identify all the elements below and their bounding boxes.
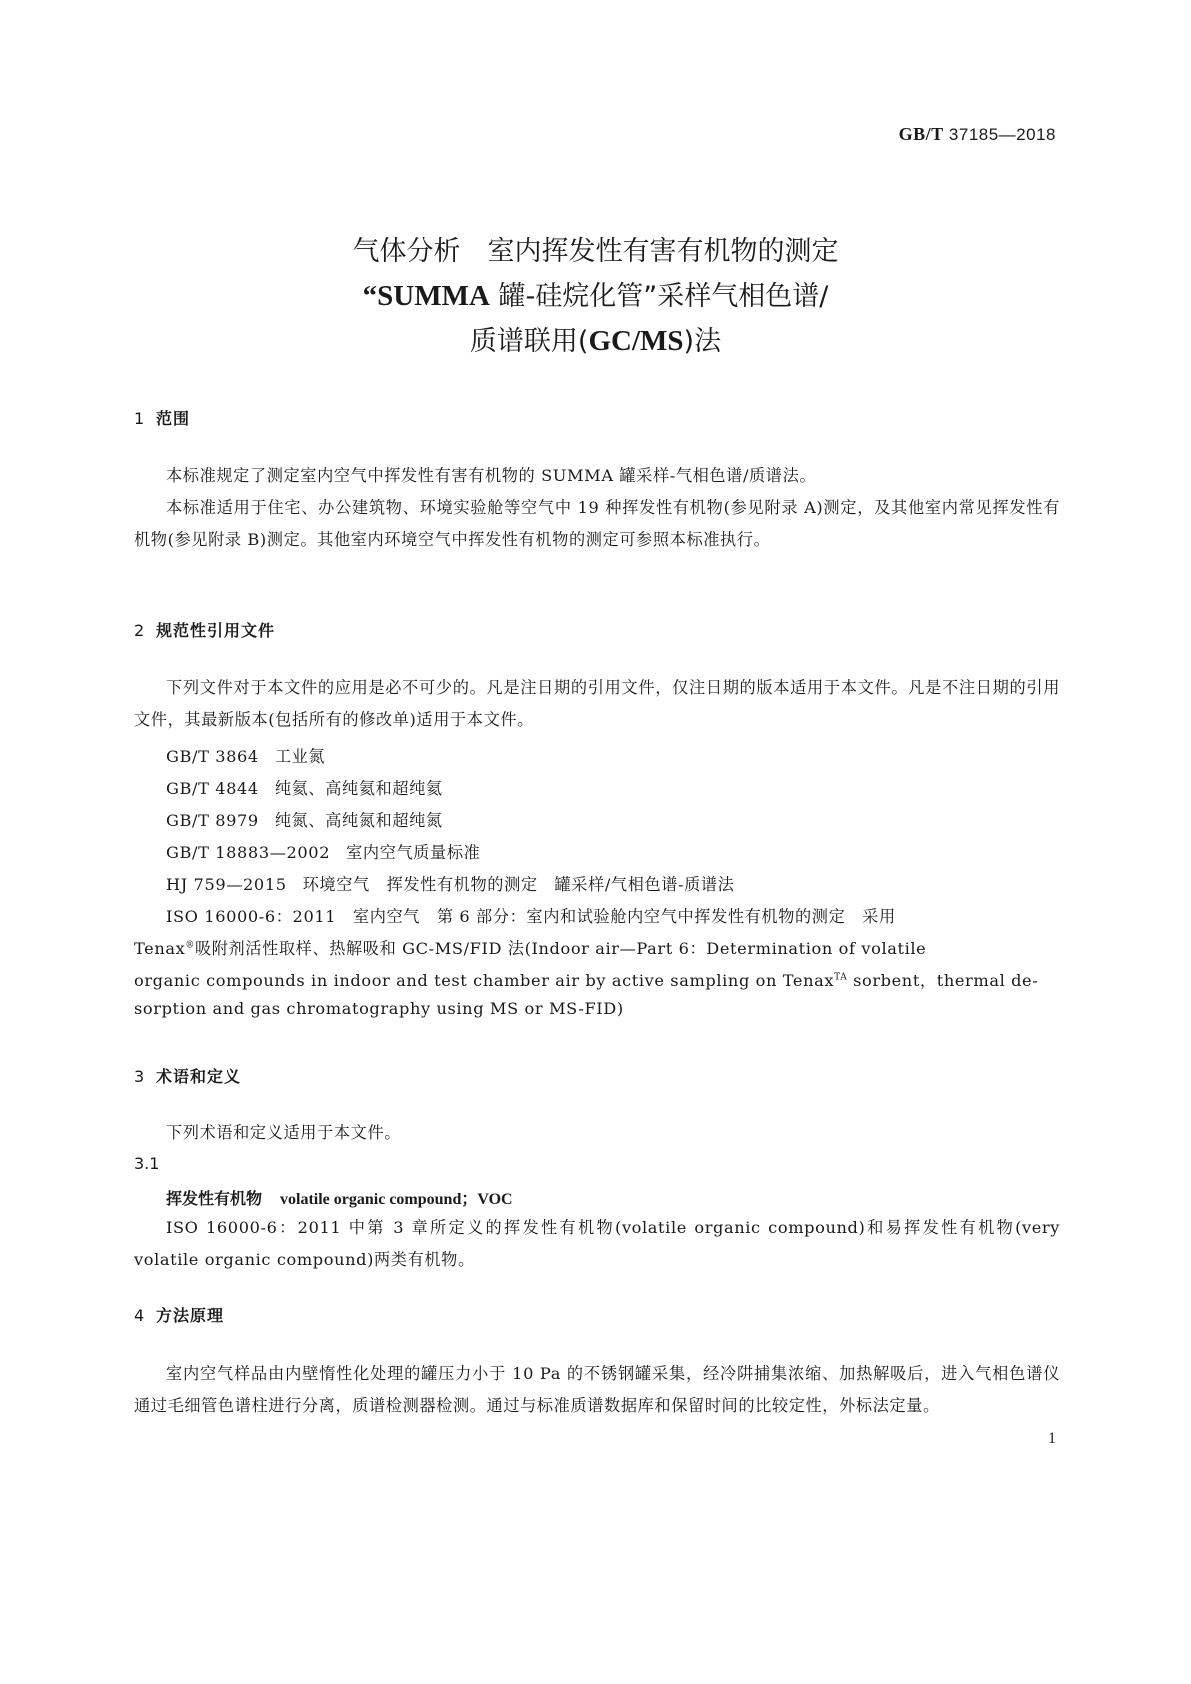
document-title bbox=[0, 230, 1191, 364]
title-line-1: 气体分析 室内挥发性有害有机物的测定 bbox=[352, 236, 839, 267]
iso-reference-line-1: ISO 16000-6：2011 室内空气 第 6 部分：室内和试验舱内空气中挥发性有机物的测定 采用 bbox=[166, 907, 896, 926]
section-2-heading: 2 规范性引用文件 bbox=[134, 621, 276, 640]
section-1-paragraph-2: 本标准适用于住宅、办公建筑物、环境实验舱等空气中 19 种挥发性有机物(参见附录 A)测定，及其他室内常见挥发性有机物(参见附录 B)测定。其他室内环境空气中挥发性有机物的测定可参照本标准执行。 bbox=[134, 498, 1060, 549]
standard-prefix: GB/T bbox=[898, 124, 944, 144]
reference-item: GB/T 8979 纯氮、高纯氮和超纯氮 bbox=[166, 811, 443, 830]
iso-reference-line-3: organic compounds in indoor and test chamber air by active sampling on Tenax$^{TA}$ sorbent，thermal de- bbox=[134, 971, 1039, 990]
iso-reference-line-4: sorption and gas chromatography using MS or MS-FID) bbox=[134, 999, 624, 1018]
reference-item: GB/T 4844 纯氦、高纯氦和超纯氦 bbox=[166, 779, 443, 798]
section-1-paragraph-1: 本标准规定了测定室内空气中挥发性有害有机物的 SUMMA 罐采样-气相色谱/质谱法。 bbox=[166, 466, 817, 485]
registered-mark: ® bbox=[185, 940, 195, 951]
iso-reference-line-2: Tenax®吸附剂活性取样、热解吸和 GC-MS/FID 法(Indoor air—Part 6：Determination of volatile bbox=[134, 939, 927, 958]
title-line-3: 质谱联用(GC/MS)法 bbox=[469, 325, 722, 357]
section-3-heading: 3 术语和定义 bbox=[134, 1067, 242, 1086]
standard-code: 37185—2018 bbox=[948, 125, 1056, 144]
ta-superscript: TA bbox=[834, 972, 848, 983]
title-line-2: “SUMMA 罐-硅烷化管”采样气相色谱/ bbox=[362, 280, 829, 312]
title-latin-summa: SUMMA bbox=[377, 280, 490, 312]
section-4-paragraph: 室内空气样品由内壁惰性化处理的罐压力小于 10 Pa 的不锈钢罐采集，经冷阱捕集浓缩、加热解吸后，进入气相色谱仪通过毛细管色谱柱进行分离，质谱检测器检测。通过与标准质谱数据库和保留时间的比较定性，外标法定量。 bbox=[134, 1364, 1060, 1415]
term-chinese: 挥发性有机物 bbox=[166, 1189, 263, 1208]
reference-item: HJ 759—2015 环境空气 挥发性有机物的测定 罐采样/气相色谱-质谱法 bbox=[166, 875, 735, 894]
term-definition: ISO 16000-6：2011 中第 3 章所定义的挥发性有机物(volatile organic compound)和易挥发性有机物(very volatile organic compound)两类有机物。 bbox=[134, 1218, 1060, 1269]
term-english: volatile organic compound；VOC bbox=[280, 1191, 513, 1208]
section-4-heading: 4 方法原理 bbox=[134, 1306, 225, 1325]
section-1-heading: 1 范围 bbox=[134, 409, 191, 428]
section-2-intro: 下列文件对于本文件的应用是必不可少的。凡是注日期的引用文件，仅注日期的版本适用于本文件。凡是不注日期的引用文件，其最新版本(包括所有的修改单)适用于本文件。 bbox=[134, 678, 1060, 729]
reference-item: GB/T 18883—2002 室内空气质量标准 bbox=[166, 843, 481, 862]
reference-item: GB/T 3864 工业氮 bbox=[166, 747, 326, 766]
term-number: 3.1 bbox=[134, 1154, 160, 1173]
title-latin-gcms: GC/MS bbox=[588, 325, 684, 357]
page-number: 1 bbox=[1048, 1430, 1056, 1447]
section-3-intro: 下列术语和定义适用于本文件。 bbox=[166, 1123, 402, 1142]
term-entry bbox=[166, 1186, 513, 1209]
standard-number bbox=[899, 124, 1056, 145]
